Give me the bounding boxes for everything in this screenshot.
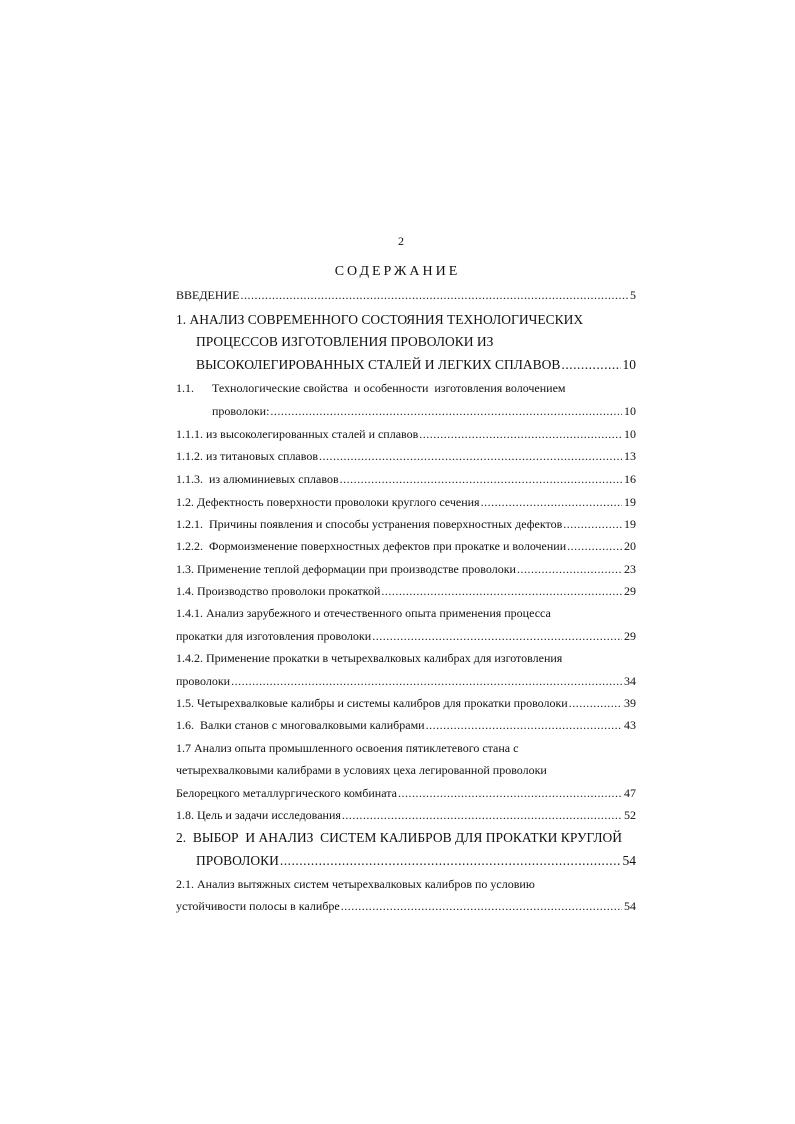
leader-dots — [270, 404, 622, 419]
toc-entry — [176, 651, 636, 666]
leader-dots — [569, 696, 622, 711]
toc-entry-text: ВВЕДЕНИЕ — [176, 288, 240, 302]
toc-entry-page: 54 — [624, 899, 636, 913]
toc-entry-text: ПРОВОЛОКИ — [196, 853, 279, 868]
toc-entry — [176, 606, 636, 621]
toc-entry — [176, 288, 636, 303]
leader-dots — [319, 449, 622, 464]
leader-dots — [340, 472, 622, 487]
leader-dots — [563, 517, 622, 532]
toc-entry-page: 47 — [624, 786, 636, 800]
toc-entry — [176, 718, 636, 733]
toc-entry-text: 1.1.2. из титановых сплавов — [176, 449, 319, 463]
toc-entry-line: 2.1. Анализ вытяжных систем четырехвалковых калибров по условию — [176, 877, 535, 891]
toc-entry-line: 1.4.1. Анализ зарубежного и отечественного опыта применения процесса — [176, 606, 551, 620]
toc-entry — [176, 763, 636, 778]
toc-entry-page: 19 — [624, 495, 636, 509]
toc-entry-page: 43 — [624, 718, 636, 732]
toc-entry-page: 34 — [624, 674, 636, 688]
toc-entry-page: 29 — [624, 629, 636, 643]
toc-entry-page: 10 — [622, 357, 636, 372]
toc-entry — [176, 696, 636, 711]
toc-entry-text: устойчивости полосы в калибре — [176, 899, 340, 913]
toc-entry-text: 1.2.1. Причины появления и способы устранения поверхностных дефектов — [176, 517, 563, 531]
toc-entry-text: 1.3. Применение теплой деформации при производстве проволоки — [176, 562, 516, 576]
toc-entry — [176, 472, 636, 487]
toc-entry — [176, 830, 636, 845]
toc-entry-text: 1.1.3. из алюминиевых сплавов — [176, 472, 339, 486]
toc-entry — [176, 312, 636, 327]
toc-entry-text: 1.6. Валки станов с многовалковыми калибрами — [176, 718, 425, 732]
leader-dots — [561, 357, 620, 372]
toc-entry-text: 1.2. Дефектность поверхности проволоки круглого сечения — [176, 495, 480, 509]
toc-entry — [176, 381, 636, 396]
toc-entry — [196, 357, 636, 372]
toc-entry-text: 1.8. Цель и задачи исследования — [176, 808, 341, 822]
leader-dots — [481, 495, 622, 510]
toc-entry — [176, 449, 636, 464]
toc-entry — [176, 629, 636, 644]
toc-entry-page: 20 — [624, 539, 636, 553]
toc-entry — [196, 853, 636, 868]
toc-entry-page: 10 — [624, 427, 636, 441]
toc-entry-page: 23 — [624, 562, 636, 576]
leader-dots — [419, 427, 622, 442]
toc-entry — [176, 877, 636, 892]
toc-entry-page: 39 — [624, 696, 636, 710]
toc-entry-text: Белорецкого металлургического комбината — [176, 786, 397, 800]
toc-entry-line: 1.4.2. Применение прокатки в четырехвалковых калибрах для изготовления — [176, 651, 563, 665]
toc-entry-text: 1.5. Четырехвалковые калибры и системы калибров для прокатки проволоки — [176, 696, 568, 710]
toc-entry-page: 10 — [624, 404, 636, 418]
toc-entry — [176, 899, 636, 914]
toc-entry-page: 54 — [622, 853, 636, 868]
leader-dots — [381, 584, 622, 599]
toc-entry-line: 1.7 Анализ опыта промышленного освоения пятиклетевого стана с — [176, 741, 519, 755]
toc-entry — [176, 786, 636, 801]
toc-entry — [176, 427, 636, 442]
leader-dots — [398, 786, 622, 801]
page-number: 2 — [398, 234, 404, 248]
leader-dots — [372, 629, 622, 644]
toc-entry — [176, 584, 636, 599]
toc-entry-page: 16 — [624, 472, 636, 486]
leader-dots — [341, 899, 622, 914]
toc-entry-text: ВЫСОКОЛЕГИРОВАННЫХ СТАЛЕЙ И ЛЕГКИХ СПЛАВОВ — [196, 357, 561, 372]
toc-entry-text: проволоки: — [212, 404, 270, 418]
toc-entry-page: 19 — [624, 517, 636, 531]
toc-entry — [176, 808, 636, 823]
toc-entry — [212, 404, 636, 419]
toc-entry-page: 52 — [624, 808, 636, 822]
toc-entry-text: 1.1.1. из высоколегированных сталей и сплавов — [176, 427, 419, 441]
toc-entry-text: проволоки — [176, 674, 231, 688]
toc-entry-page: 13 — [624, 449, 636, 463]
leader-dots — [231, 674, 622, 689]
toc-entry-line: 1. АНАЛИЗ СОВРЕМЕННОГО СОСТОЯНИЯ ТЕХНОЛОГИЧЕСКИХ — [176, 312, 584, 327]
toc-entry-text: 1.4. Производство проволоки прокаткой — [176, 584, 381, 598]
toc-entry — [176, 562, 636, 577]
toc-entry-page: 29 — [624, 584, 636, 598]
toc-entry-text: прокатки для изготовления проволоки — [176, 629, 372, 643]
toc-entry-line: ПРОЦЕССОВ ИЗГОТОВЛЕНИЯ ПРОВОЛОКИ ИЗ — [196, 334, 494, 349]
leader-dots — [342, 808, 622, 823]
toc-entry — [176, 517, 636, 532]
toc-entry — [176, 674, 636, 689]
page-title: СОДЕРЖАНИЕ — [334, 264, 461, 279]
toc-entry — [176, 741, 636, 756]
leader-dots — [426, 718, 622, 733]
toc-entry-line: четырехвалковыми калибрами в условиях цеха легированной проволоки — [176, 763, 547, 777]
leader-dots — [567, 539, 622, 554]
leader-dots — [241, 288, 628, 303]
leader-dots — [280, 853, 621, 868]
toc-entry-line: 1.1. Технологические свойства и особенности изготовления волочением — [176, 381, 566, 395]
toc-entry — [176, 495, 636, 510]
toc-entry-text: 1.2.2. Формоизменение поверхностных дефектов при прокатке и волочении — [176, 539, 567, 553]
toc-entry-line: 2. ВЫБОР И АНАЛИЗ СИСТЕМ КАЛИБРОВ ДЛЯ ПРОКАТКИ КРУГЛОЙ — [176, 830, 622, 845]
toc-entry — [196, 334, 636, 349]
toc-entry — [176, 539, 636, 554]
toc-entry-page: 5 — [630, 288, 636, 302]
leader-dots — [517, 562, 622, 577]
